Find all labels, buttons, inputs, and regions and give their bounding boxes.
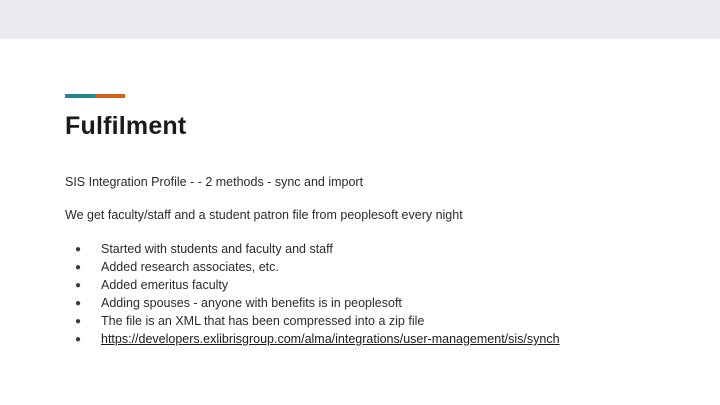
top-toolbar-band — [0, 0, 720, 39]
bullet-icon: ● — [75, 279, 82, 291]
list-item-text: The file is an XML that has been compressed into a zip file — [101, 314, 425, 328]
slide-canvas — [0, 39, 720, 405]
list-item-text: Started with students and faculty and staff — [101, 242, 333, 256]
list-item — [65, 240, 560, 258]
list-item — [65, 276, 560, 294]
bullet-icon: ● — [75, 243, 82, 255]
list-item — [65, 312, 560, 330]
list-item — [65, 330, 560, 348]
list-item — [65, 294, 560, 312]
list-item-text: Added research associates, etc. — [101, 260, 279, 274]
bullet-icon: ● — [75, 297, 82, 309]
title-accent-bar — [65, 94, 125, 98]
accent-orange-segment — [95, 94, 125, 98]
bullet-icon: ● — [75, 261, 82, 273]
list-item-text: Adding spouses - anyone with benefits is in peoplesoft — [101, 296, 402, 310]
exlibris-docs-link[interactable]: https://developers.exlibrisgroup.com/alma/integrations/user-management/sis/synch — [101, 332, 560, 346]
slide-title: Fulfilment — [65, 112, 187, 140]
paragraph-sis-profile: SIS Integration Profile - - 2 methods - sync and import — [65, 175, 364, 189]
bullet-icon: ● — [75, 333, 82, 345]
list-item — [65, 258, 560, 276]
paragraph-peoplesoft-file: We get faculty/staff and a student patron file from peoplesoft every night — [65, 208, 463, 222]
bullet-list — [65, 240, 560, 348]
list-item-text: Added emeritus faculty — [101, 278, 229, 292]
accent-teal-segment — [65, 94, 95, 98]
bullet-icon: ● — [75, 315, 82, 327]
